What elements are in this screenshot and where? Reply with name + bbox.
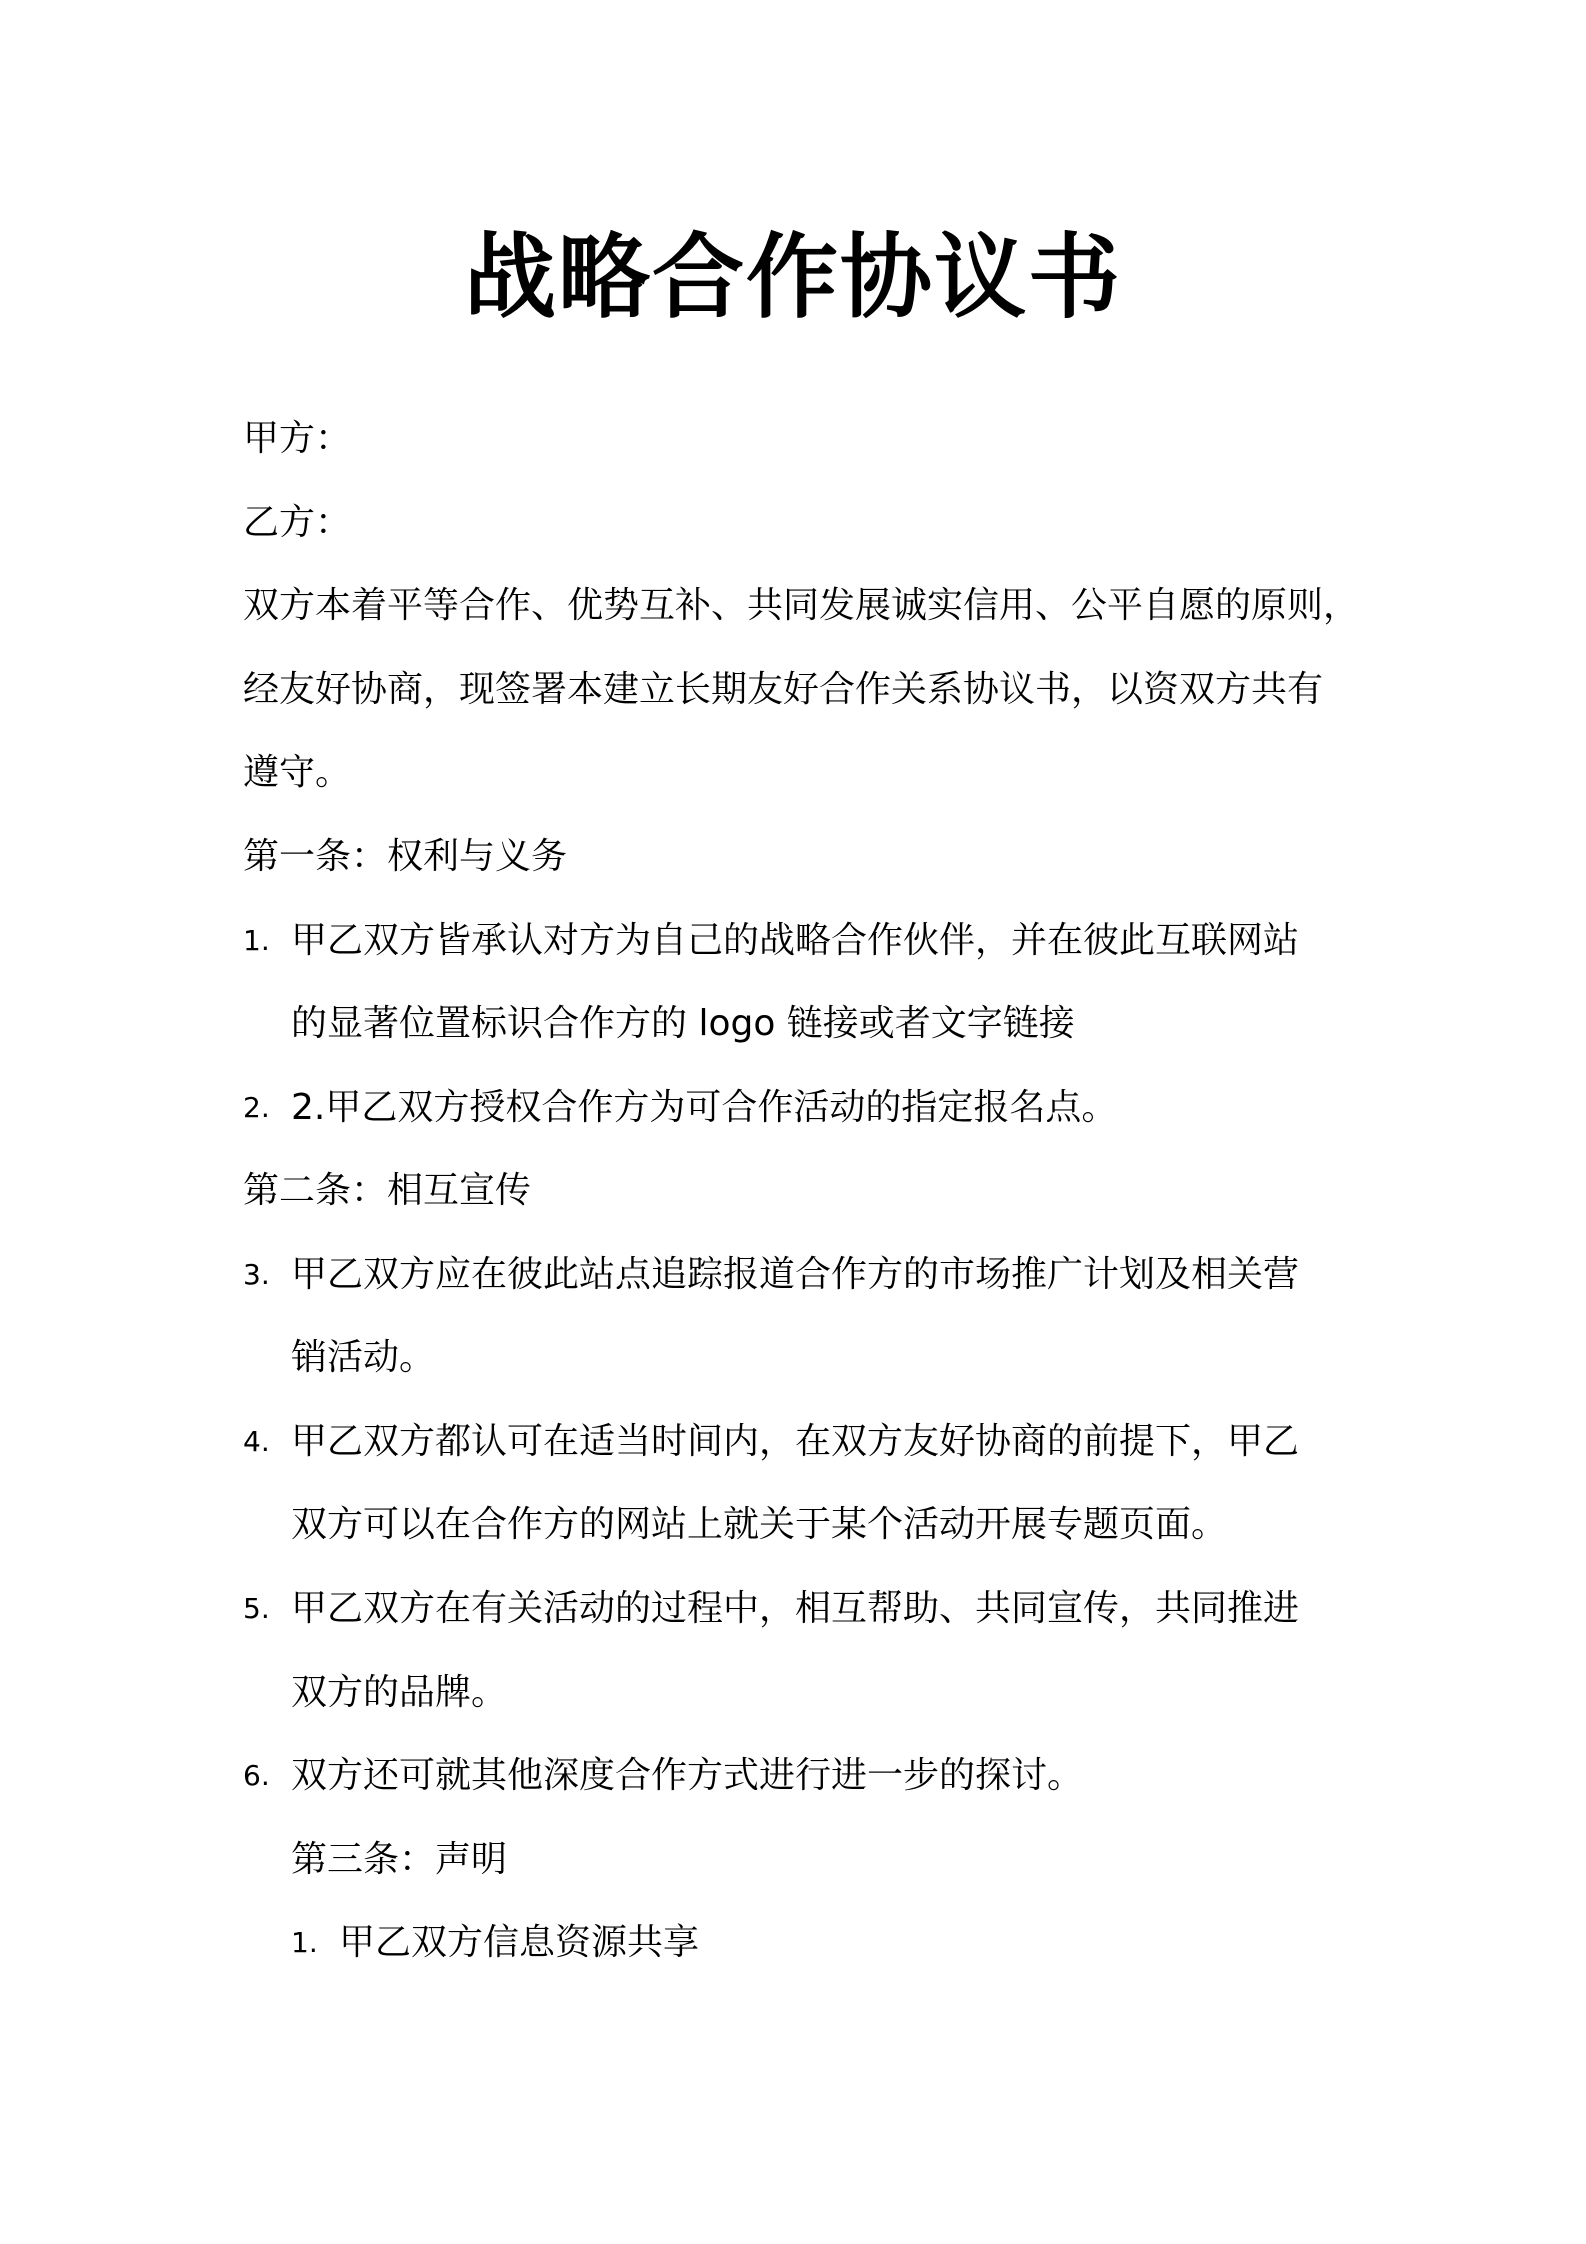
list-item-number: 2. — [243, 1091, 270, 1124]
list-item-number: 5. — [243, 1592, 270, 1625]
list-item-number: 1. — [291, 1926, 318, 1959]
party-b-label: 乙方： — [243, 502, 352, 543]
section-heading: 第三条：声明 — [291, 1839, 508, 1880]
intro-line: 遵守。 — [243, 752, 352, 793]
list-item-text: 甲乙双方信息资源共享 — [339, 1922, 700, 1963]
section-heading: 第二条：相互宣传 — [243, 1170, 532, 1211]
list-item-text: 甲乙双方都认可在适当时间内，在双方友好协商的前提下，甲乙 — [291, 1421, 1300, 1462]
list-item-number: 3. — [243, 1258, 270, 1291]
list-item-text: 甲乙双方在有关活动的过程中，相互帮助、共同宣传，共同推进 — [291, 1588, 1300, 1629]
document-title: 战略合作协议书 — [463, 224, 1122, 331]
list-item-number: 1. — [243, 924, 270, 957]
list-item-number: 6. — [243, 1759, 270, 1792]
list-item-text: 甲乙双方皆承认对方为自己的战略合作伙伴，并在彼此互联网站 — [291, 920, 1300, 961]
section-heading: 第一条：权利与义务 — [243, 836, 568, 877]
list-item-text: 销活动。 — [291, 1337, 436, 1378]
list-item-text: 的显著位置标识合作方的 logo 链接或者文字链接 — [291, 1003, 1075, 1044]
list-item-text: 甲乙双方应在彼此站点追踪报道合作方的市场推广计划及相关营 — [291, 1254, 1300, 1295]
list-item-text: 双方还可就其他深度合作方式进行进一步的探讨。 — [291, 1755, 1084, 1796]
list-item-text: 2.甲乙双方授权合作方为可合作活动的指定报名点。 — [291, 1087, 1118, 1128]
intro-line: 双方本着平等合作、优势互补、共同发展诚实信用、公平自愿的原则， — [243, 585, 1360, 626]
list-item-text: 双方的品牌。 — [291, 1672, 508, 1713]
list-item-number: 4. — [243, 1425, 270, 1458]
intro-line: 经友好协商，现签署本建立长期友好合作关系协议书，以资双方共有 — [243, 669, 1324, 710]
list-item-text: 双方可以在合作方的网站上就关于某个活动开展专题页面。 — [291, 1504, 1228, 1545]
party-a-label: 甲方： — [243, 418, 352, 459]
